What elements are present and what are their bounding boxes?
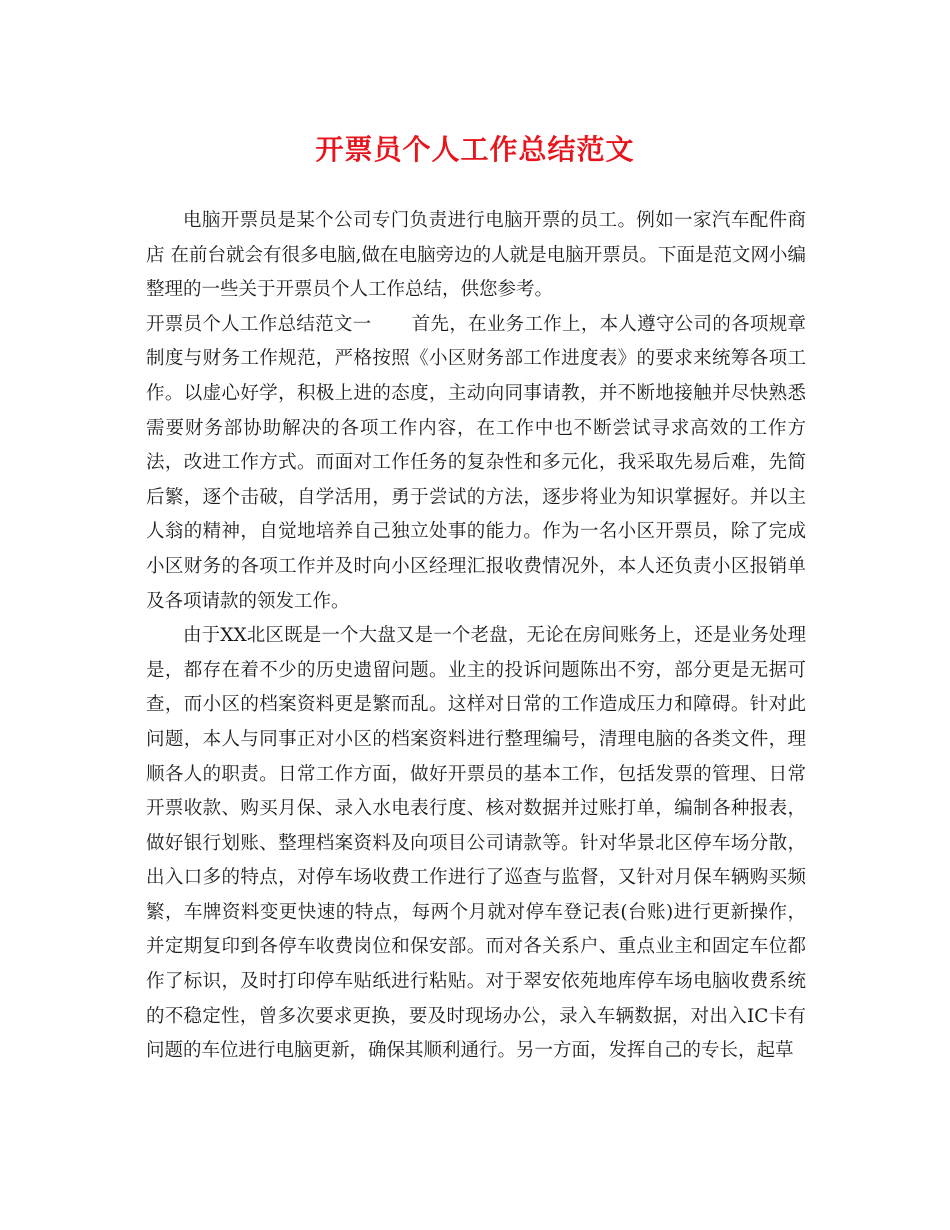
document-title: 开票员个人工作总结范文 <box>315 133 635 166</box>
section-heading: 开票员个人工作总结范文一 <box>146 313 372 335</box>
intro-paragraph: 电脑开票员是某个公司专门负责进行电脑开票的员工。例如一家汽车配件商店 在前台就会有很多电脑,做在电脑旁边的人就是电脑开票员。下面是范文网小编整理的一些关于开票员个人工作总结，供您参考。 <box>146 210 806 301</box>
section-one-paragraph <box>146 308 806 619</box>
document-body <box>146 204 806 1069</box>
section-paragraph-2: 由于XX北区既是一个大盘又是一个老盘，无论在房间账务上，还是业务处理是，都存在着不少的历史遗留问题。业主的投诉问题陈出不穷，部分更是无据可查，而小区的档案资料更是繁而乱。这样对日常的工作造成压力和障碍。针对此问题，本人与同事正对小区的档案资料进行整理编号，清理电脑的各类文件，理顺各人的职责。日常工作方面，做好开票员的基本工作，包括发票的管理、日常开票收款、购买月保、录入水电表行度、核对数据并过账打单，编制各种报表，做好银行划账、整理档案资料及向项目公司请款等。针对华景北区停车场分散，出入口多的特点，对停车场收费工作进行了巡查与监督，又针对月保车辆购买频繁，车牌资料变更快速的特点，每两个月就对停车登记表(台账)进行更新操作，并定期复印到各停车收费岗位和保安部。而对各关系户、重点业主和固定车位都作了标识，及时打印停车贴纸进行粘贴。对于翠安依苑地库停车场电脑收费系统的不稳定性，曾多次要求更换，要及时现场办公，录入车辆数据，对出入IC卡有问题的车位进行电脑更新，确保其顺利通行。另一方面，发挥自己的专长，起草 <box>146 625 806 1062</box>
section-paragraph-1: 首先，在业务工作上，本人遵守公司的各项规章制度与财务工作规范，严格按照《小区财务部工作进度表》的要求来统筹各项工作。以虚心好学，积极上进的态度，主动向同事请教，并不断地接触并尽快熟悉需要财务部协助解决的各项工作内容，在工作中也不断尝试寻求高效的工作方法，改进工作方式。而面对工作任务的复杂性和多元化，我采取先易后难，先简后繁，逐个击破，自学活用，勇于尝试的方法，逐步将业为知识掌握好。并以主人翁的精神，自觉地培养自己独立处事的能力。作为一名小区开票员，除了完成小区财务的各项工作并及时向小区经理汇报收费情况外，本人还负责小区报销单及各项请款的领发工作。 <box>146 313 806 612</box>
